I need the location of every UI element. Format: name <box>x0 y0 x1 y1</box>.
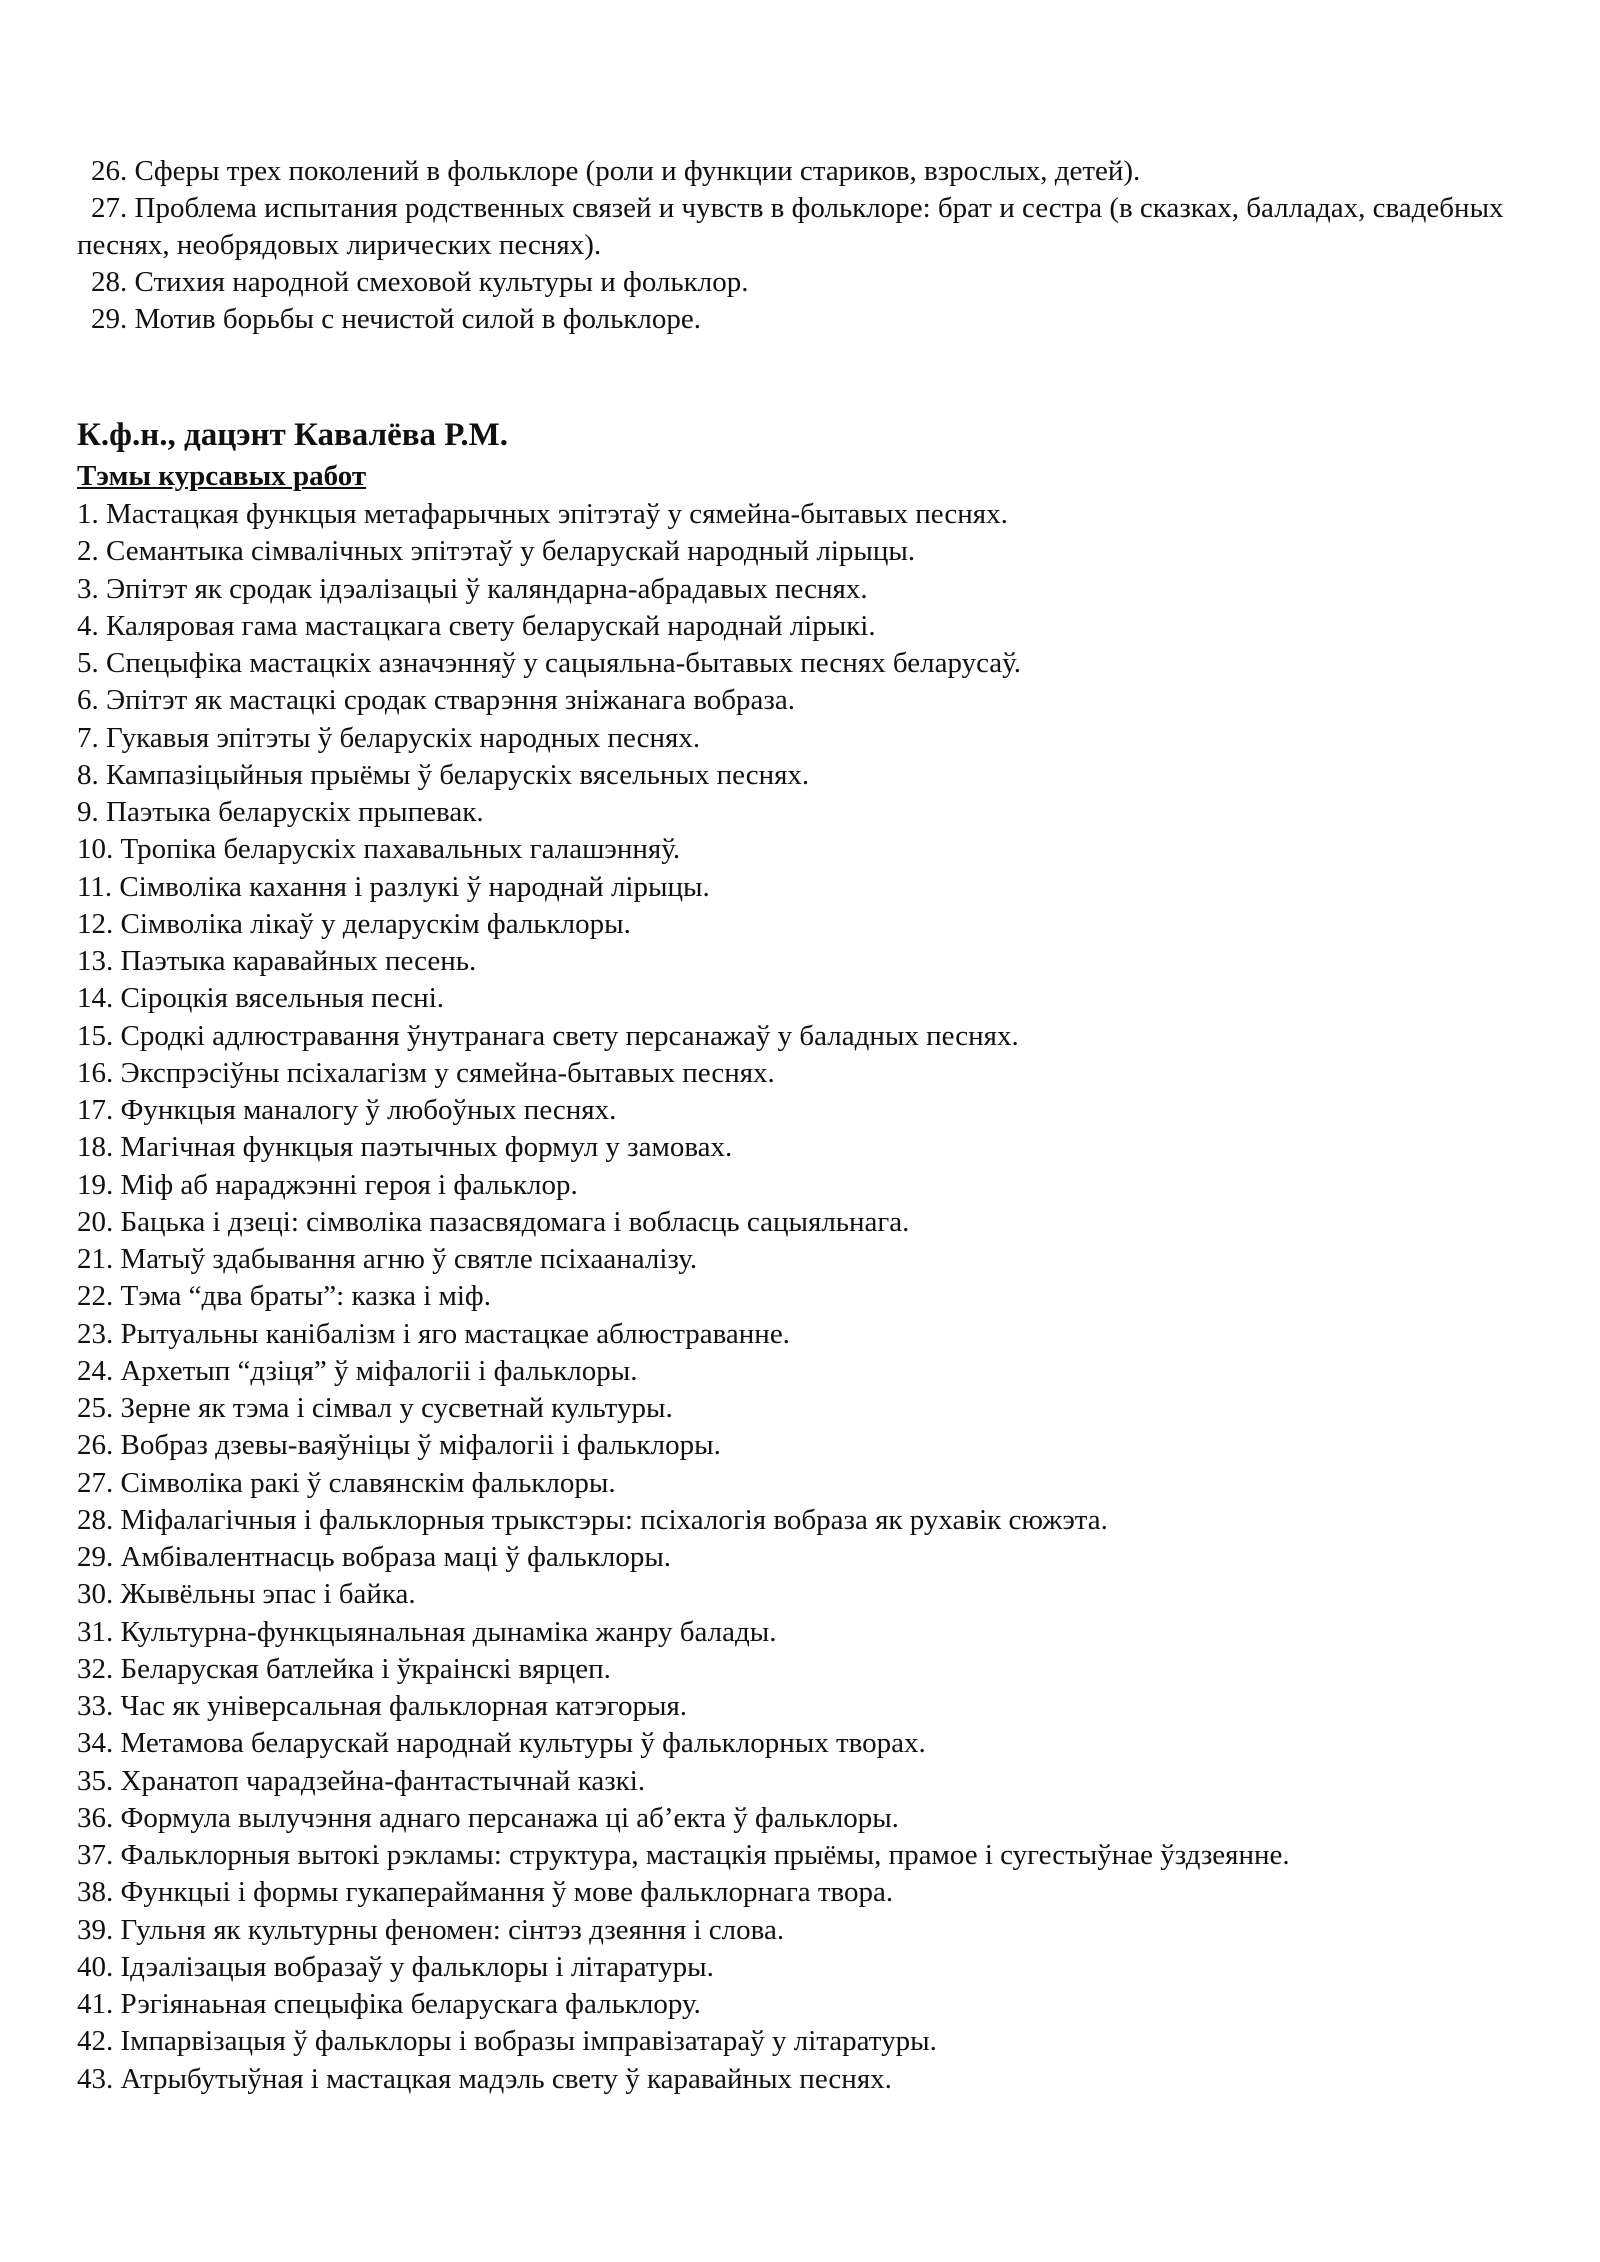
topic-item: 36. Формула вылучэння аднаго персанажа ці аб’екта ў фальклоры. <box>77 1801 899 1834</box>
topic-item: 31. Культурна-функцыянальная дынаміка жанру балады. <box>77 1615 777 1648</box>
topic-item: 17. Функцыя маналогу ў любоўных песнях. <box>77 1094 617 1126</box>
topic-item: 34. Метамова беларускай народнай культуры ў фальклорных творах. <box>77 1727 926 1760</box>
topic-item: 30. Жывёльны эпас і байка. <box>77 1578 416 1611</box>
continued-topic-list <box>77 153 1537 338</box>
list-item <box>77 264 1537 301</box>
author-heading: К.ф.н., дацэнт Кавалёва Р.М. <box>77 417 508 453</box>
topic-item: 2. Семантыка сімвалічных эпітэтаў у беларускай народный лірыцы. <box>77 535 916 568</box>
topic-item: 1. Мастацкая функцыя метафарычных эпітэтаў у сямейна-бытавых песнях. <box>77 498 1008 530</box>
topic-item: 38. Функцыі і формы гукапераймання ў мове фальклорнага твора. <box>77 1876 894 1909</box>
list-item <box>77 153 1537 190</box>
topic-item: 16. Экспрэсіўны псіхалагізм у сямейна-бытавых песнях. <box>77 1056 775 1089</box>
topic-item: 25. Зерне як тэма і сімвал у сусветнай культуры. <box>77 1392 673 1424</box>
topic-item: 24. Архетып “дзіця” ў міфалогіі і фальклоры. <box>77 1354 638 1387</box>
topic-item: 3. Эпітэт як сродак ідэалізацыі ў каляндарна-абрадавых песнях. <box>77 572 868 605</box>
topic-item: 39. Гульня як культурны феномен: сінтэз дзеяння і слова. <box>77 1913 785 1946</box>
topic-item: 11. Сімволіка кахання і разлукі ў народнай лірыцы. <box>77 870 710 903</box>
topic-item: 12. Сімволіка лікаў у деларускім фальклоры. <box>77 907 631 940</box>
topic-item: 37. Фальклорныя вытокі рэкламы: структура, мастацкія прыёмы, прамое і сугестыўнае ўздзеянне. <box>77 1839 1290 1871</box>
coursework-topic-list <box>77 496 1557 2098</box>
topic-item: 14. Сіроцкія вясельныя песні. <box>77 982 445 1015</box>
topic-item: 8. Кампазіцыйныя прыёмы ў беларускіх вясельных песнях. <box>77 758 810 791</box>
topic-item: 28. Міфалагічныя і фальклорныя трыкстэры: псіхалогія вобраза як рухавік сюжэта. <box>77 1503 1108 1536</box>
topic-item: 35. Хранатоп чарадзейна-фантастычнай казкі. <box>77 1764 646 1797</box>
topic-item: 13. Паэтыка каравайных песень. <box>77 945 477 977</box>
topic-item: 40. Ідэалізацыя вобразаў у фальклоры і літаратуры. <box>77 1950 714 1983</box>
topic-item: 26. Вобраз дзевы-ваяўніцы ў міфалогіі і фальклоры. <box>77 1429 721 1462</box>
topic-item: 21. Матыў здабывання агню ў святле псіхааналізу. <box>77 1243 698 1275</box>
topic-item: 18. Магічная функцыя паэтычных формул у замовах. <box>77 1131 733 1164</box>
topic-item: 15. Сродкі адлюстравання ўнутранага свету персанажаў у баладных песнях. <box>77 1019 1019 1052</box>
list-item <box>77 301 1537 338</box>
topic-item: 19. Міф аб нараджэнні героя і фальклор. <box>77 1168 578 1201</box>
topic-item: 41. Рэгіянаьная спецыфіка беларускага фальклору. <box>77 1988 701 2020</box>
list-item-text: 26. Сферы трех поколений в фольклоре (роли и функции стариков, взрослых, детей). <box>91 155 1141 187</box>
topic-item: 22. Тэма “два браты”: казка і міф. <box>77 1280 491 1313</box>
topic-item: 33. Час як універсальная фальклорная катэгорыя. <box>77 1690 688 1722</box>
topic-item: 5. Спецыфіка мастацкіх азначэнняў у сацыяльна-бытавых песнях беларусаў. <box>77 647 1022 679</box>
topic-item: 4. Каляровая гама мастацкага свету беларускай народнай лірыкі. <box>77 609 876 642</box>
list-item <box>77 190 1537 264</box>
topic-item: 20. Бацька і дзеці: сімволіка пазасвядомага і вобласць сацыяльнага. <box>77 1205 910 1238</box>
section-title: Тэмы курсавых работ <box>77 460 367 492</box>
topic-item: 10. Тропіка беларускіх пахавальных галашэнняў. <box>77 833 681 866</box>
list-item-text: 29. Мотив борьбы с нечистой силой в фольклоре. <box>91 303 701 335</box>
topic-item: 43. Атрыбутыўная і мастацкая мадэль свету ў каравайных песнях. <box>77 2062 892 2095</box>
topic-item: 29. Амбівалентнасць вобраза маці ў фальклоры. <box>77 1541 672 1573</box>
topic-item: 42. Імпарвізацыя ў фальклоры і вобразы імправізатараў у літаратуры. <box>77 2025 937 2058</box>
list-item-text: 27. Проблема испытания родственных связей и чувств в фольклоре: брат и сестра (в сказках, балладах, свадебных песнях, необрядовых лирических песнях). <box>77 192 1504 261</box>
topic-item: 7. Гукавыя эпітэты ў беларускіх народных песнях. <box>77 721 701 754</box>
topic-item: 23. Рытуальны канібалізм і яго мастацкае аблюстраванне. <box>77 1317 790 1350</box>
topic-item: 9. Паэтыка беларускіх прыпевак. <box>77 796 484 828</box>
list-item-text: 28. Стихия народной смеховой культуры и фольклор. <box>91 266 749 298</box>
topic-item: 27. Сімволіка ракі ў славянскім фальклоры. <box>77 1466 616 1499</box>
topic-item: 6. Эпітэт як мастацкі сродак стварэння зніжанага вобраза. <box>77 684 795 717</box>
topic-item: 32. Беларуская батлейка і ўкраінскі вярцеп. <box>77 1652 611 1685</box>
